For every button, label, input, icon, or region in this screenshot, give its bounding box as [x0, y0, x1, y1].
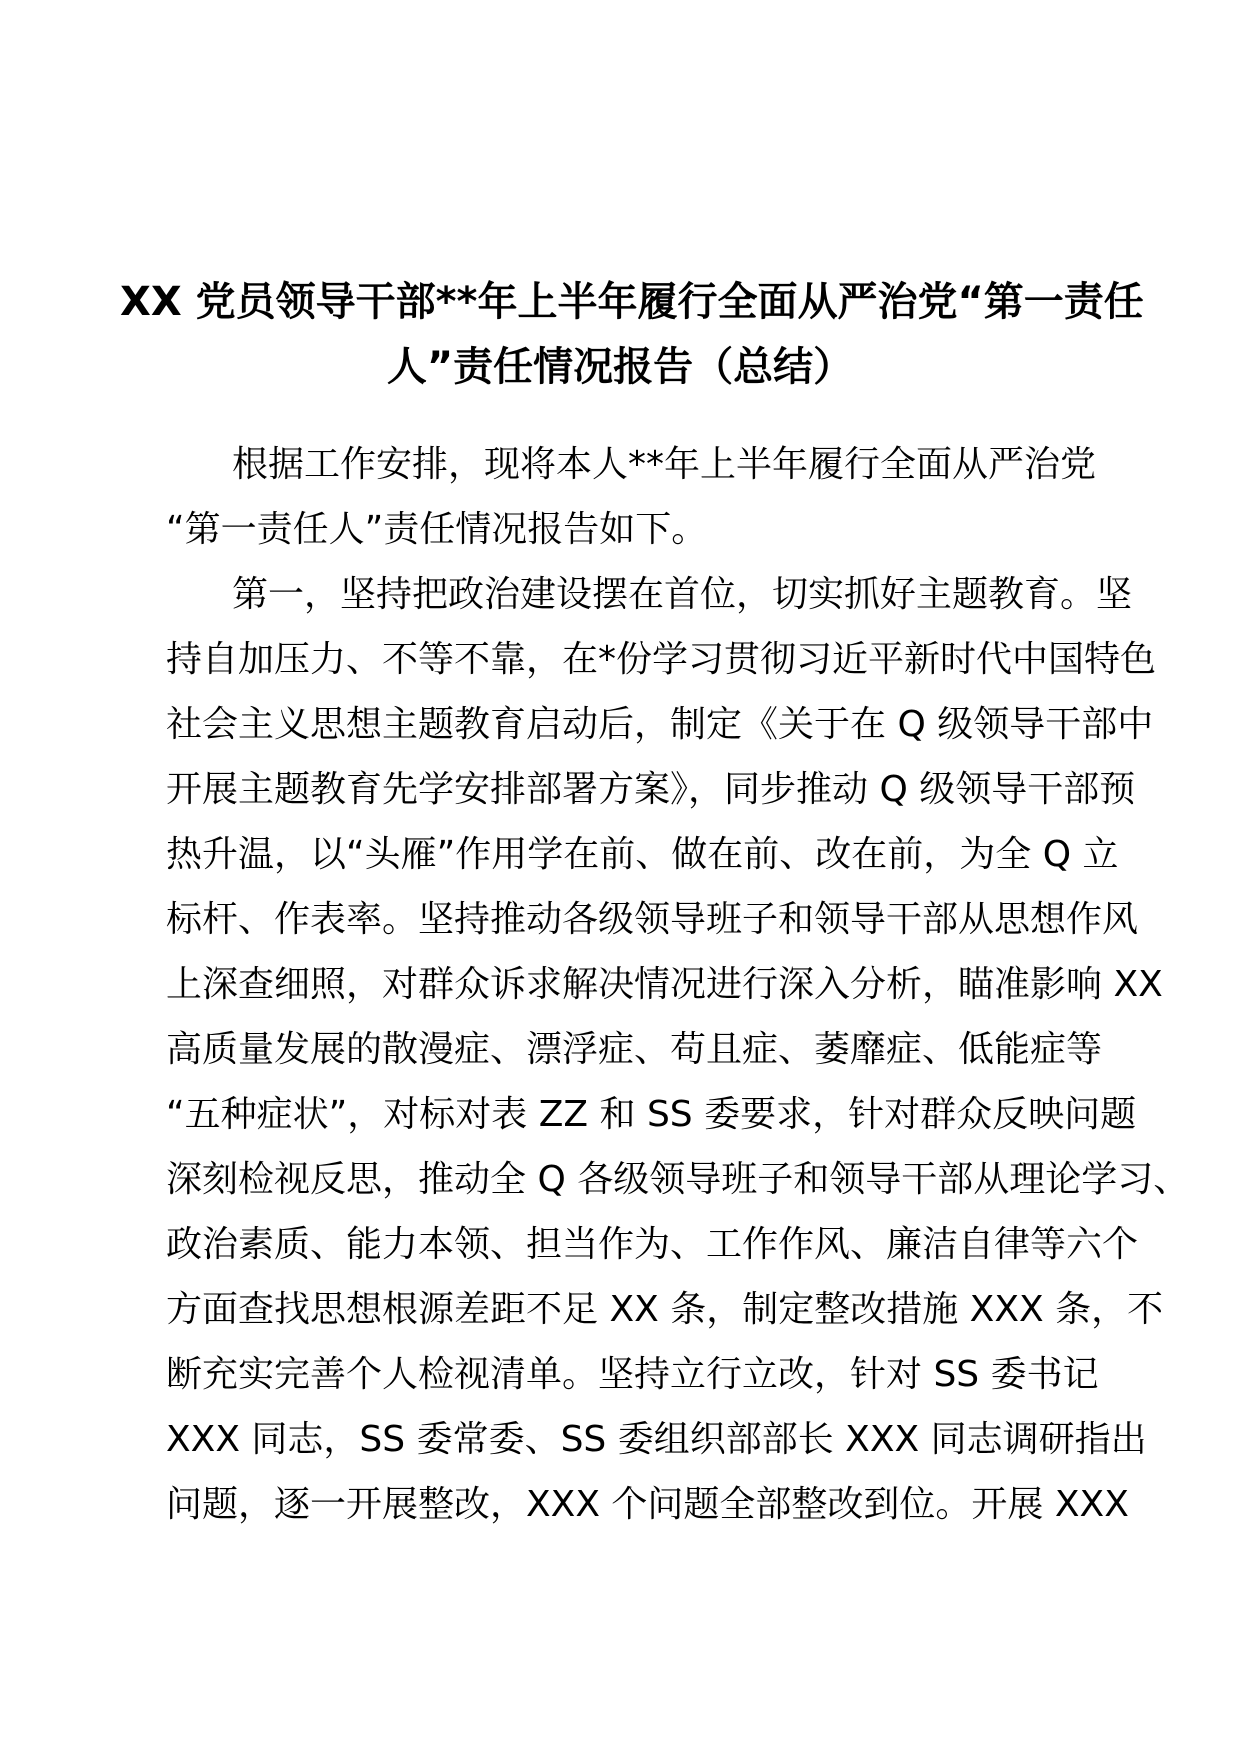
text-line: 标杆、作表率。坚持推动各级领导班子和领导干部从思想作风 — [166, 899, 1139, 940]
text-line: 根据工作安排，现将本人**年上半年履行全面从严治党 — [232, 444, 1097, 485]
document-title — [120, 270, 1144, 400]
text-line: XXX 同志，SS 委常委、SS 委组织部部长 XXX 同志调研指出 — [166, 1419, 1147, 1460]
text-line: 政治素质、能力本领、担当作为、工作作风、廉洁自律等六个 — [166, 1224, 1139, 1265]
title-line: XX 党员领导干部**年上半年履行全面从严治党“第一责任 — [120, 279, 1144, 325]
text-line: 开展主题教育先学安排部署方案》，同步推动 Q 级领导干部预 — [166, 769, 1136, 810]
paragraph-first-point — [166, 562, 1190, 1537]
text-line: 上深查细照，对群众诉求解决情况进行深入分析，瞄准影响 XX — [166, 964, 1163, 1005]
text-line: 热升温，以“头雁”作用学在前、做在前、改在前，为全 Q 立 — [166, 834, 1119, 875]
text-line: “第一责任人”责任情况报告如下。 — [166, 509, 708, 550]
text-line: 断充实完善个人检视清单。坚持立行立改，针对 SS 委书记 — [166, 1354, 1099, 1395]
text-line: 第一，坚持把政治建设摆在首位，切实抓好主题教育。坚 — [232, 574, 1133, 615]
text-line: “五种症状”，对标对表 ZZ 和 SS 委要求，针对群众反映问题 — [166, 1094, 1137, 1135]
text-line: 深刻检视反思，推动全 Q 各级领导班子和领导干部从理论学习、 — [166, 1159, 1190, 1200]
text-line: 持自加压力、不等不靠，在*份学习贯彻习近平新时代中国特色 — [166, 639, 1157, 680]
document-body — [166, 432, 1190, 1537]
text-line: 社会主义思想主题教育启动后，制定《关于在 Q 级领导干部中 — [166, 704, 1154, 745]
title-line: 人”责任情况报告（总结） — [386, 344, 854, 390]
text-line: 问题，逐一开展整改，XXX 个问题全部整改到位。开展 XXX — [166, 1484, 1129, 1525]
text-line: 方面查找思想根源差距不足 XX 条，制定整改措施 XXX 条，不 — [166, 1289, 1164, 1330]
paragraph-intro — [166, 432, 1097, 562]
text-line: 高质量发展的散漫症、漂浮症、苟且症、萎靡症、低能症等 — [166, 1029, 1103, 1070]
